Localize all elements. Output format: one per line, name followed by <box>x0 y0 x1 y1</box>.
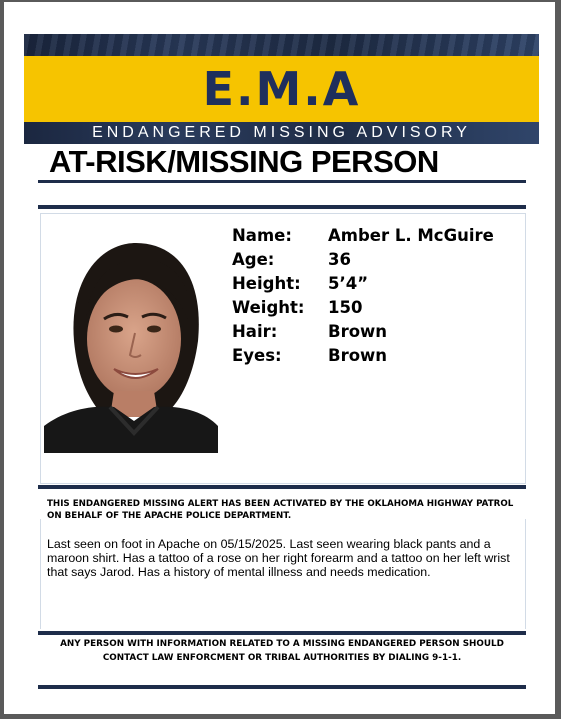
page-title: AT-RISK/MISSING PERSON <box>49 144 439 179</box>
eyes-value: Brown <box>328 345 388 365</box>
age-label: Age: <box>232 249 275 269</box>
banner-yellow-band <box>24 56 539 122</box>
banner-subtitle: ENDANGERED MISSING ADVISORY <box>92 124 471 141</box>
banner-photo-strip <box>24 34 539 56</box>
weight-value: 150 <box>328 297 363 317</box>
section-rule-top <box>38 205 526 209</box>
section-rule-bottom <box>38 685 526 689</box>
description-text: Last seen on foot in Apache on 05/15/2025. Last seen wearing black pants and a maroon shirt. Has a tattoo of a rose on her right forearm and a tattoo on her left wrist that says Jarod. Has a history of mental illness and needs medication. <box>47 537 510 580</box>
detail-row-eyes <box>232 343 494 367</box>
detail-row-weight <box>232 295 494 319</box>
name-value: Amber L. McGuire <box>328 225 494 245</box>
detail-row-name <box>232 223 494 247</box>
section-rule-lower <box>38 631 526 635</box>
ema-acronym: E.M.A <box>202 62 361 116</box>
person-details <box>232 223 494 367</box>
missing-person-photo <box>44 221 218 453</box>
activation-notice: THIS ENDANGERED MISSING ALERT HAS BEEN ACTIVATED BY THE OKLAHOMA HIGHWAY PATROL ON BEHALF OF THE APACHE POLICE DEPARTMENT. <box>47 499 514 521</box>
age-value: 36 <box>328 249 351 269</box>
detail-row-height <box>232 271 494 295</box>
contact-instructions: ANY PERSON WITH INFORMATION RELATED TO A MISSING ENDANGERED PERSON SHOULD CONTACT LAW ENFORCMENT OR TRIBAL AUTHORITIES BY DIALING 9-1-1. <box>60 639 504 663</box>
hair-label: Hair: <box>232 321 278 341</box>
advisory-page <box>4 2 555 714</box>
section-rule-middle <box>38 485 526 489</box>
hair-value: Brown <box>328 321 388 341</box>
detail-row-age <box>232 247 494 271</box>
name-label: Name: <box>232 225 292 245</box>
detail-row-hair <box>232 319 494 343</box>
height-label: Height: <box>232 273 301 293</box>
title-rule <box>38 180 526 183</box>
eyes-label: Eyes: <box>232 345 282 365</box>
height-value: 5’4” <box>328 273 369 293</box>
ema-banner <box>24 34 539 144</box>
weight-label: Weight: <box>232 297 305 317</box>
